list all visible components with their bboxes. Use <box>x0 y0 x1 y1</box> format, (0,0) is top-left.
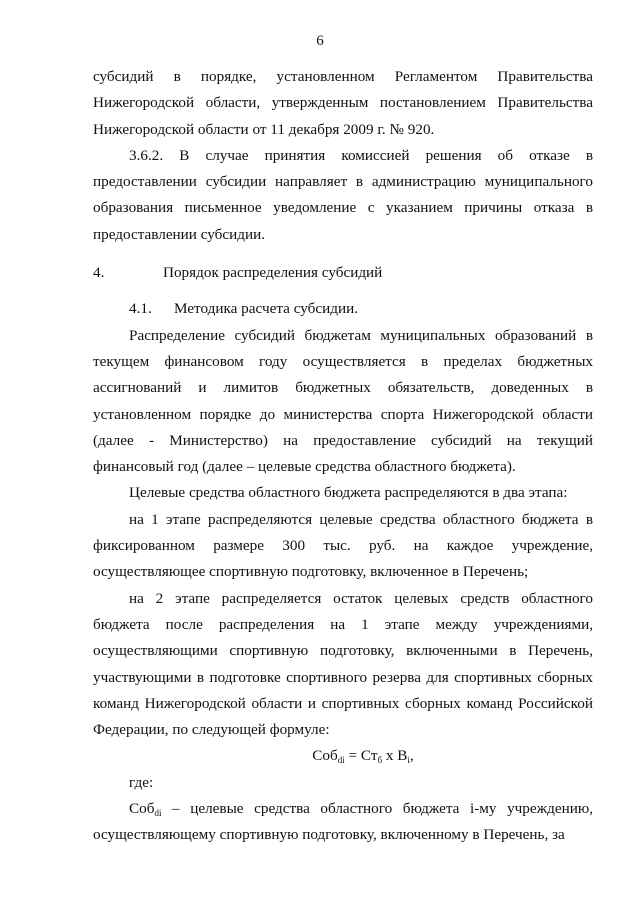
formula-end: , <box>409 747 414 765</box>
subsection-number: 4.1. <box>129 300 152 318</box>
paragraph-two-stages: Целевые средства областного бюджета распределяются в два этапа: <box>129 484 568 502</box>
subsection-title: Методика расчета субсидии. <box>174 300 358 318</box>
paragraph-stage-1: на 1 этапе распределяются целевые средства областного бюджета в фиксированном размере 300 тыс. руб. на каждое учреждение, осуществляющее спортивную подготовку, включенное в Перечень; <box>93 510 593 581</box>
page-number: 6 <box>316 33 324 49</box>
where-label: где: <box>129 773 154 791</box>
formula-coef: х В <box>382 747 408 765</box>
formula-base-subscript: б <box>377 755 383 766</box>
definition-symbol-subscript: di <box>154 808 162 819</box>
section-title: Порядок распределения субсидий <box>163 264 383 282</box>
subsection-heading-4-1 <box>93 296 593 322</box>
definition-text: – целевые средства областного бюджета i-му учреждению, осуществляющему спортивную подготовку, включенному в Перечень, за <box>93 800 593 844</box>
paragraph-regulation: субсидий в порядке, установленном Регламентом Правительства Нижегородской области, утвержденным постановлением Правительства Нижегородской области от 11 декабря 2009 г. № 920. <box>93 68 593 138</box>
paragraph-distribution: Распределение субсидий бюджетам муниципальных образований в текущем финансовом году осуществляется в пределах бюджетных ассигнований и лимитов бюджетных обязательств, доведенных в установленном порядке до министерства спорта Нижегородской области (далее - Министерство) на предоставление субсидий на текущий финансовый год (далее – целевые средства областного бюджета). <box>93 326 593 476</box>
formula-lhs-subscript: di <box>337 755 345 766</box>
formula-base: = Ст <box>344 747 378 765</box>
formula-lhs: Соб <box>312 747 338 765</box>
document-body <box>93 64 593 849</box>
definition-symbol: Соб <box>129 800 155 818</box>
definition-sob <box>93 796 593 849</box>
section-heading-4 <box>93 260 593 286</box>
paragraph-3-6-2: 3.6.2. В случае принятия комиссией решения об отказе в предоставлении субсидии направляет в администрацию муниципального образования письменное уведомление с указанием причины отказа в предоставлении субсидии. <box>93 146 593 243</box>
formula <box>93 743 593 769</box>
paragraph-stage-2: на 2 этапе распределяется остаток целевых средств областного бюджета после распределения на 1 этапе между учреждениями, осуществляющими спортивную подготовку, включенными в Перечень, участвующими в подготовке спортивного резерва для спортивных сборных команд Нижегородской области и спортивных сборных команд Российской Федерации, по следующей формуле: <box>93 589 593 739</box>
formula-coef-subscript: i <box>407 755 410 766</box>
section-number: 4. <box>93 264 105 282</box>
